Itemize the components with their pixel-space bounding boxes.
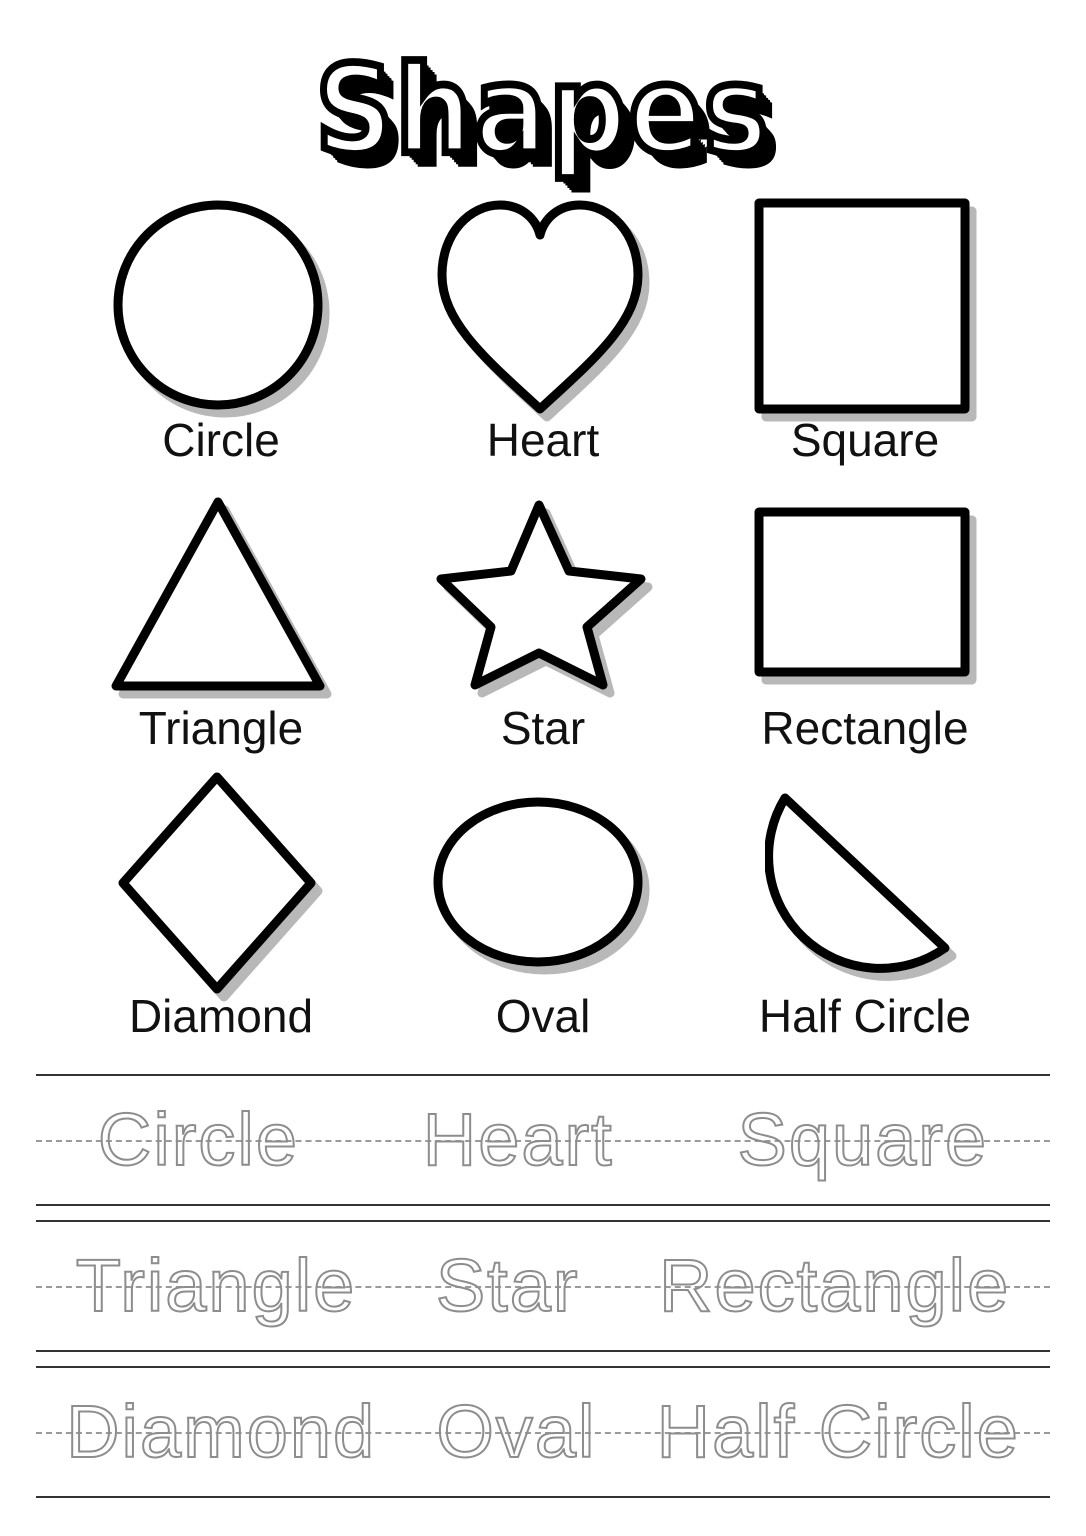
shape-label-half-circle: Half Circle [758, 990, 972, 1042]
oval-icon [428, 788, 658, 978]
shape-cell-half-circle [704, 772, 1026, 1060]
rectangle-shape [749, 484, 981, 706]
tracing-word[interactable]: Triangle [75, 1244, 357, 1327]
tracing-row[interactable] [36, 1074, 1050, 1206]
shape-label-square: Square [790, 414, 940, 466]
diamond-icon [111, 767, 331, 999]
tracing-word[interactable]: Heart [422, 1098, 614, 1181]
shape-cell-triangle [60, 484, 382, 772]
shapes-grid [60, 196, 1026, 1060]
circle-shape [106, 196, 336, 418]
page-title: Shapes [315, 41, 771, 182]
tracing-word[interactable]: Circle [97, 1098, 299, 1181]
star-shape [433, 484, 653, 706]
triangle-icon [106, 492, 336, 698]
circle-icon [106, 197, 336, 417]
star-icon [433, 495, 653, 695]
half-circle-icon [765, 788, 965, 978]
shape-label-rectangle: Rectangle [761, 702, 969, 754]
square-shape [749, 196, 981, 418]
shape-label-circle: Circle [162, 414, 280, 466]
tracing-word[interactable]: Square [737, 1098, 989, 1181]
tracing-practice-area [36, 1074, 1050, 1504]
shape-label-star: Star [500, 702, 586, 754]
square-icon [749, 195, 981, 419]
shape-cell-square [704, 196, 1026, 484]
diamond-shape [111, 772, 331, 994]
triangle-shape [106, 484, 336, 706]
heart-icon [428, 191, 658, 423]
tracing-word[interactable]: Oval [436, 1390, 597, 1473]
shape-label-diamond: Diamond [128, 990, 314, 1042]
shape-cell-oval [382, 772, 704, 1060]
shape-cell-star [382, 484, 704, 772]
shape-label-oval: Oval [495, 990, 591, 1042]
shape-label-heart: Heart [486, 414, 600, 466]
oval-shape [428, 772, 658, 994]
tracing-row[interactable] [36, 1366, 1050, 1498]
tracing-word[interactable]: Diamond [66, 1390, 377, 1473]
shape-cell-rectangle [704, 484, 1026, 772]
worksheet-title-area [0, 41, 1086, 182]
half-circle-shape [765, 772, 965, 994]
heart-shape [428, 196, 658, 418]
tracing-word[interactable]: Half Circle [656, 1390, 1020, 1473]
shape-cell-heart [382, 196, 704, 484]
tracing-word[interactable]: Rectangle [659, 1244, 1011, 1327]
shape-cell-circle [60, 196, 382, 484]
tracing-row[interactable] [36, 1220, 1050, 1352]
shape-cell-diamond [60, 772, 382, 1060]
rectangle-icon [749, 500, 981, 690]
tracing-word[interactable]: Star [435, 1244, 580, 1327]
shape-label-triangle: Triangle [138, 702, 304, 754]
